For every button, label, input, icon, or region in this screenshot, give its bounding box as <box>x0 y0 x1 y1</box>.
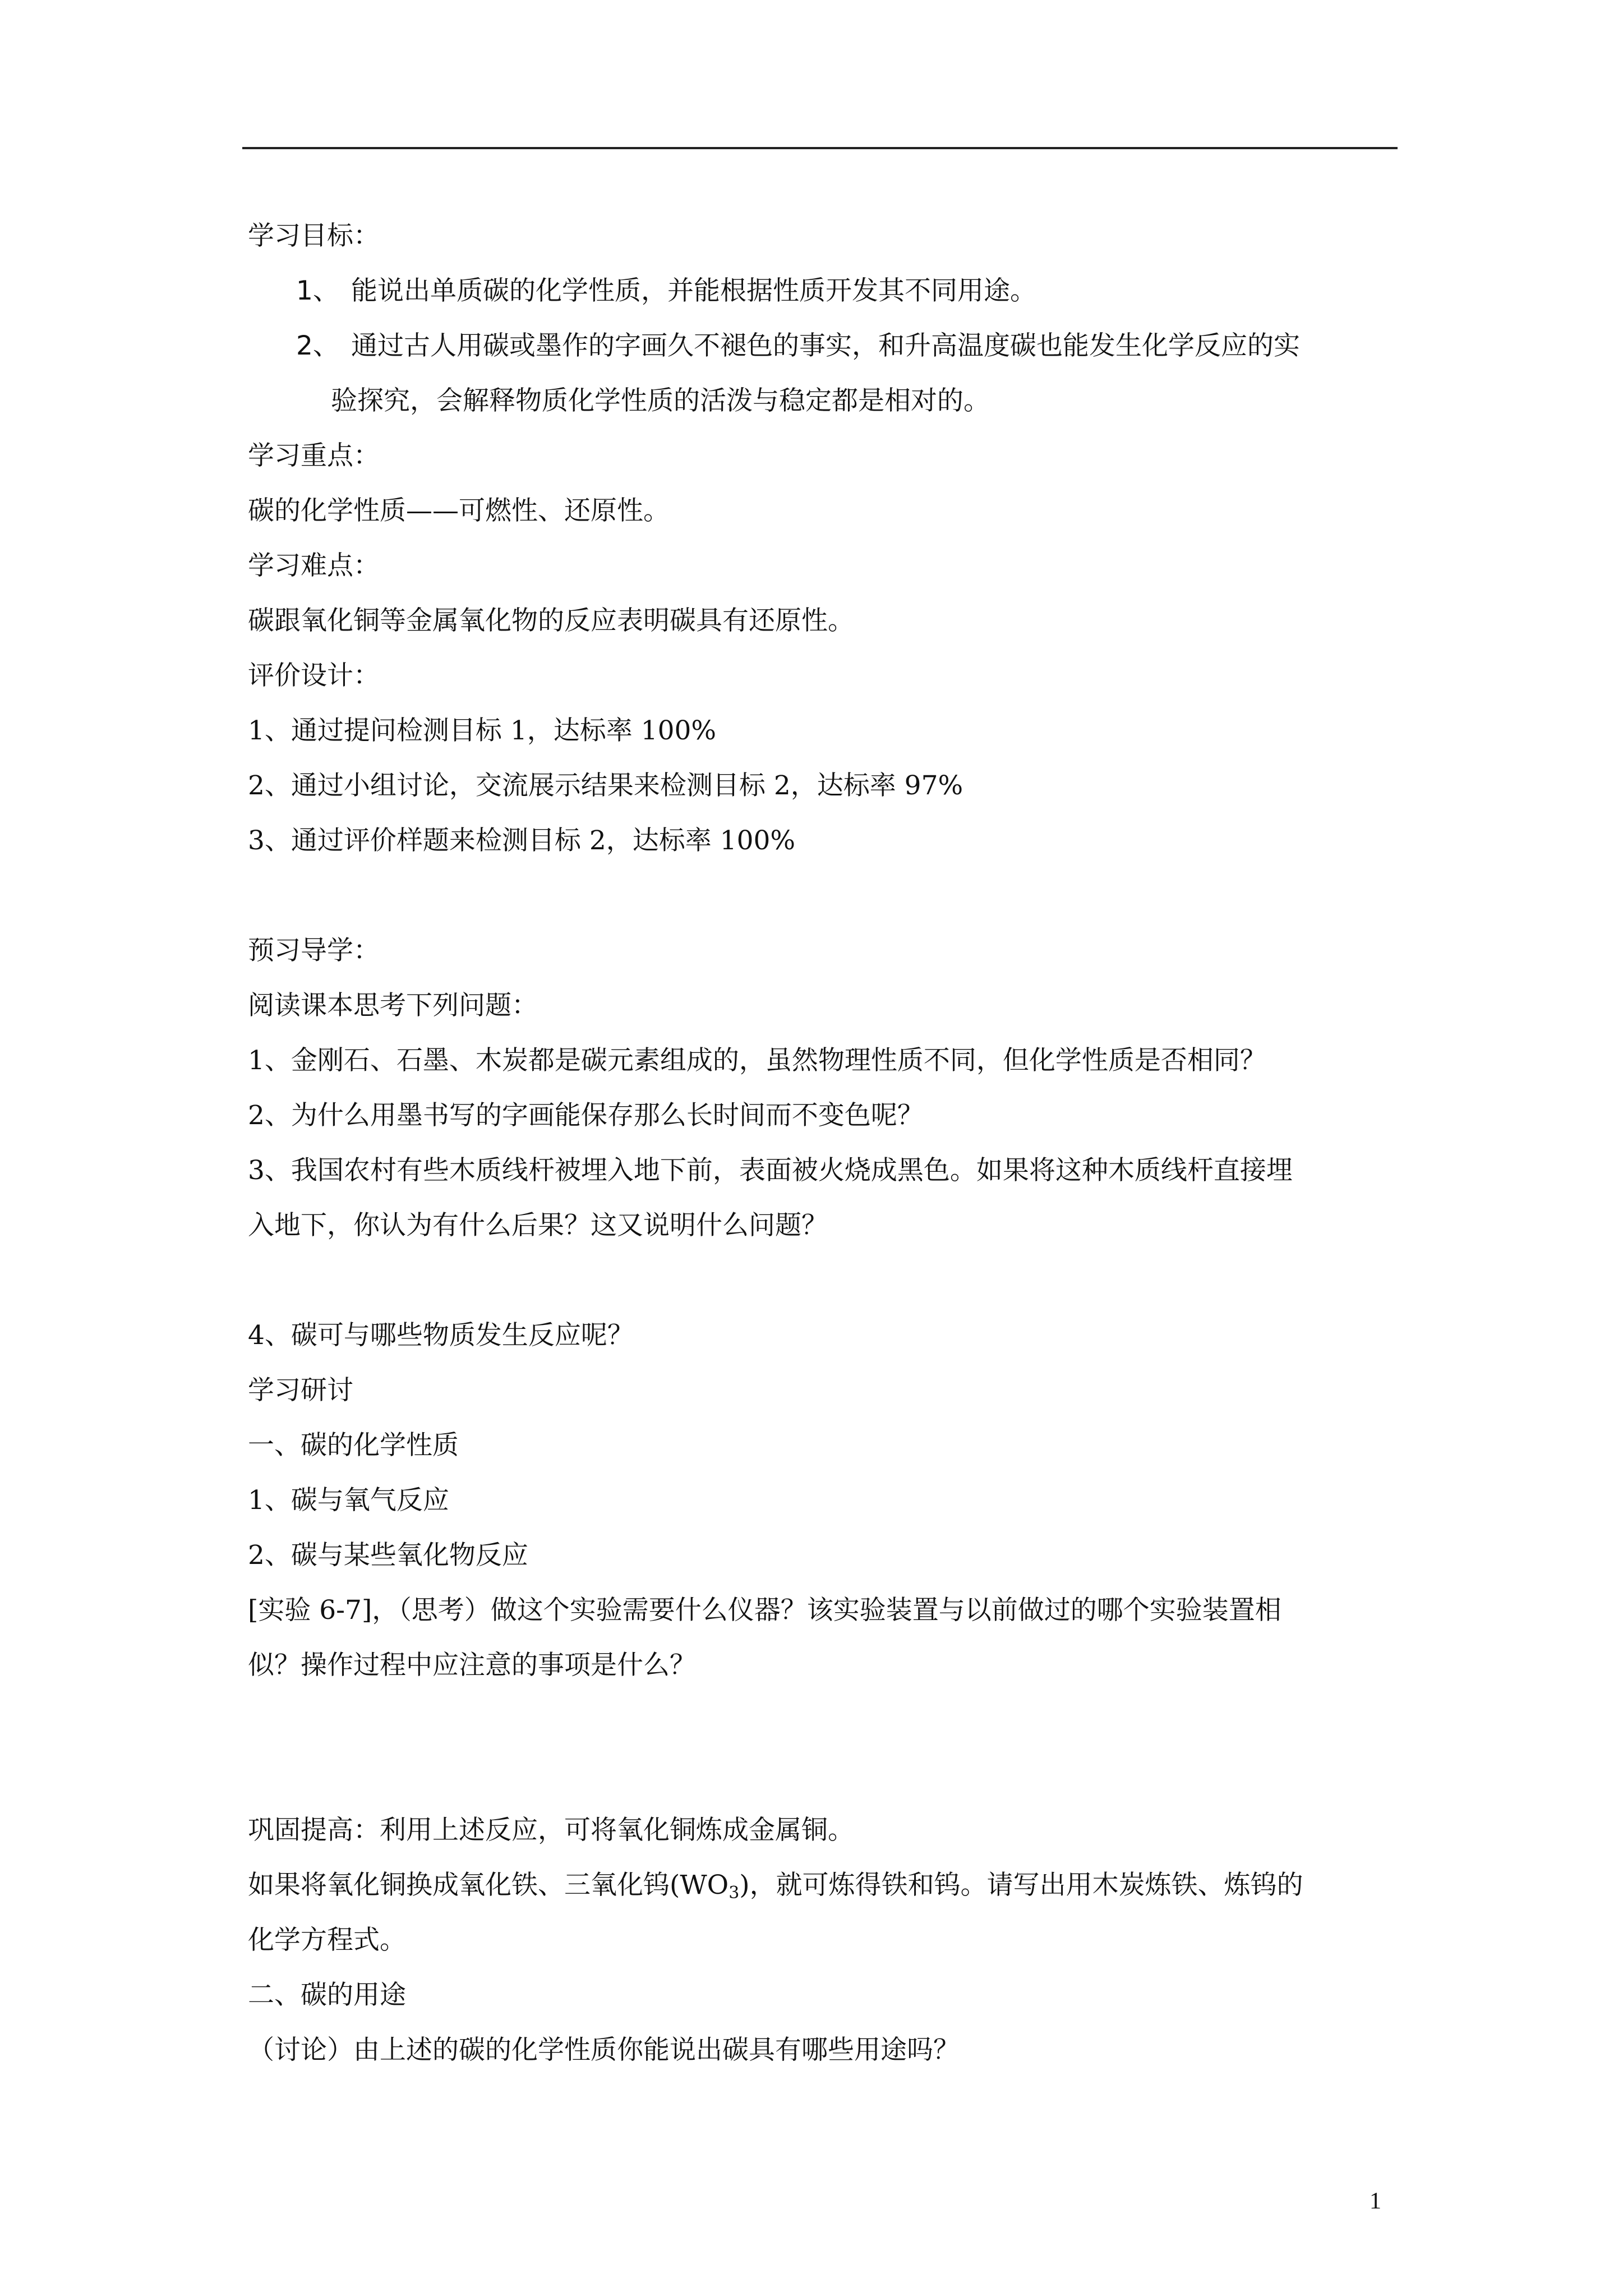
objective-item-1 <box>248 264 1398 319</box>
preview-question-3: 3、我国农村有些木质线杆被埋入地下前，表面被火烧成黑色。如果将这种木质线杆直接埋 <box>248 1155 1293 1186</box>
evaluation-item: 2、通过小组讨论，交流展示结果来检测目标 2，达标率 97% <box>248 770 963 801</box>
evaluation-item: 1、通过提问检测目标 1，达标率 100% <box>248 715 717 746</box>
consolidate-text: 如果将氧化铜换成氧化铁、三氧化钨(WO <box>248 1870 729 1901</box>
subscript: 3 <box>728 1883 740 1903</box>
preview-question-2: 2、为什么用墨书写的字画能保存那么长时间而不变色呢？ <box>248 1100 924 1131</box>
objective-number: 2、 <box>296 330 339 361</box>
objectives-heading: 学习目标： <box>248 220 380 251</box>
preview-question-4: 4、碳可与哪些物质发生反应呢？ <box>248 1320 634 1351</box>
header-rule <box>242 147 1398 149</box>
spacer <box>248 868 1398 923</box>
consolidate-text: )，就可炼得铁和钨。请写出用木炭炼铁、炼钨的 <box>739 1870 1303 1901</box>
preview-question-3-continuation: 入地下，你认为有什么后果？这又说明什么问题？ <box>248 1210 828 1241</box>
section-1-title: 一、碳的化学性质 <box>248 1430 459 1461</box>
objective-text: 通过古人用碳或墨作的字画久不褪色的事实，和升高温度碳也能发生化学反应的实 <box>351 330 1300 361</box>
consolidate-line-1: 巩固提高：利用上述反应，可将氧化铜炼成金属铜。 <box>248 1815 854 1846</box>
document-body <box>248 209 1398 2078</box>
discussion-prompt: （讨论）由上述的碳的化学性质你能说出碳具有哪些用途吗？ <box>248 2035 960 2065</box>
consolidate-line-2 <box>248 1858 1398 1913</box>
study-heading: 学习研讨 <box>248 1375 353 1406</box>
objective-number: 1、 <box>296 275 339 306</box>
section-2-title: 二、碳的用途 <box>248 1980 406 2010</box>
experiment-prompt: [实验 6-7]，（思考）做这个实验需要什么仪器？该实验装置与以前做过的哪个实验装置相 <box>248 1595 1281 1626</box>
spacer <box>248 1693 1398 1803</box>
key-points-text: 碳的化学性质——可燃性、还原性。 <box>248 495 670 526</box>
page-number: 1 <box>1370 2188 1381 2214</box>
spacer <box>248 1253 1398 1308</box>
consolidate-line-3: 化学方程式。 <box>248 1925 406 1955</box>
subsection-2: 2、碳与某些氧化物反应 <box>248 1540 528 1571</box>
evaluation-heading: 评价设计： <box>248 660 380 691</box>
preview-question-1: 1、金刚石、石墨、木炭都是碳元素组成的，虽然物理性质不同，但化学性质是否相同？ <box>248 1045 1266 1076</box>
objective-item-2 <box>248 319 1398 374</box>
preview-heading: 预习导学： <box>248 935 380 966</box>
objective-item-2-continuation: 验探究，会解释物质化学性质的活泼与稳定都是相对的。 <box>331 385 990 416</box>
difficulties-text: 碳跟氧化铜等金属氧化物的反应表明碳具有还原性。 <box>248 605 854 636</box>
evaluation-item: 3、通过评价样题来检测目标 2，达标率 100% <box>248 825 796 856</box>
subsection-1: 1、碳与氧气反应 <box>248 1485 449 1516</box>
preview-intro: 阅读课本思考下列问题： <box>248 990 538 1021</box>
difficulties-heading: 学习难点： <box>248 550 380 581</box>
key-points-heading: 学习重点： <box>248 440 380 471</box>
experiment-prompt-continuation: 似？操作过程中应注意的事项是什么？ <box>248 1650 696 1681</box>
objective-text: 能说出单质碳的化学性质，并能根据性质开发其不同用途。 <box>351 275 1036 306</box>
